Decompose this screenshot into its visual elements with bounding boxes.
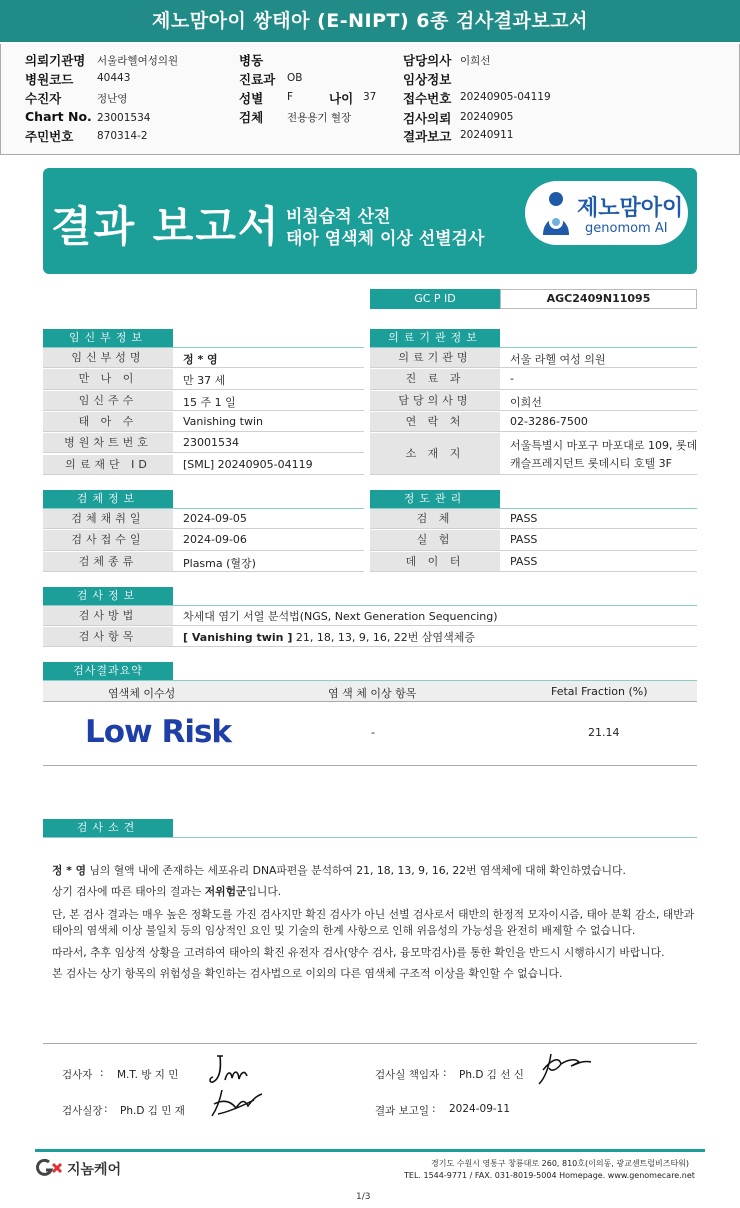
- tester-name: M.T. 방 지 민: [117, 1069, 179, 1081]
- lab-head-label: 검사실장: [62, 1105, 103, 1117]
- row-value: 이희선: [510, 395, 542, 409]
- table-row: [370, 529, 697, 550]
- address-label: 소 재 지: [370, 433, 500, 474]
- pregnant-info-header: 임신부정보: [43, 329, 173, 347]
- table-row: [43, 605, 697, 626]
- risk-result: Low Risk: [85, 714, 232, 750]
- responsible-name: Ph.D 김 선 신: [459, 1069, 524, 1081]
- report-date-label: 결과 보고일: [375, 1105, 430, 1117]
- findings-paragraph-3-line-2: 태아의 염색체 이상 불일치 등의 임상적인 요인 및 기술의 한계 사항으로 인해 위음성의 가능성을 완전히 배제할 수 없습니다.: [52, 924, 636, 937]
- row-value: 02-3286-7500: [510, 414, 588, 428]
- divider: [43, 1043, 697, 1044]
- row-value: [SML] 20240905-04119: [183, 457, 313, 471]
- table-row: [370, 432, 697, 475]
- company-contact: TEL. 1544-9771 / FAX. 031-8019-5004 Homepage. www.genomecare.net: [404, 1171, 695, 1180]
- result-banner: [43, 168, 697, 274]
- clinical-label: 임상정보: [403, 72, 452, 87]
- banner-subtitle-2: 태아 염색체 이상 선별검사: [286, 229, 485, 249]
- col-aneuploidy: 염색체 이수성: [108, 687, 176, 700]
- row-label: 병원차트번호: [43, 433, 173, 452]
- genomecare-logo-icon: [35, 1158, 65, 1178]
- patient-value: 정난영: [97, 93, 128, 105]
- rrn-label: 주민번호: [25, 129, 74, 144]
- table-row: [43, 626, 697, 647]
- responsible-signature: [535, 1050, 593, 1088]
- sex-value: F: [287, 91, 294, 103]
- row-label: 임신주수: [43, 391, 173, 410]
- row-value: 서울 라헬 여성 의원: [510, 353, 606, 366]
- company-address: 경기도 수원시 영통구 창룡대로 260, 810호(이의동, 광교센트럴비즈타워): [431, 1159, 690, 1168]
- row-label: 검사접수일: [43, 530, 173, 549]
- specimen-value: 전용용기 혈장: [287, 112, 352, 124]
- row-label: 검체채취일: [43, 509, 173, 528]
- row-label: 임신부성명: [43, 348, 173, 367]
- abnormal-items-value: -: [371, 726, 375, 739]
- summary-column-header: [43, 680, 697, 702]
- findings-p1-text: 님의 혈액 내에 존재하는 세포유리 DNA파편을 분석하여 21, 18, 13, 9, 16, 22번 염색체에 대해 확인하였습니다.: [86, 864, 626, 877]
- chart-value: 23001534: [97, 112, 151, 124]
- dept-value: OB: [287, 72, 303, 84]
- row-label: 담당의사명: [370, 391, 500, 410]
- row-value: 만 37 세: [183, 374, 226, 388]
- table-row: [43, 347, 364, 368]
- table-row: [370, 508, 697, 529]
- tester-label: 검사자: [62, 1069, 93, 1081]
- method-label: 검사방법: [43, 606, 173, 625]
- gcp-id-value: AGC2409N11095: [500, 289, 697, 309]
- items-label: 검사항목: [43, 627, 173, 646]
- banner-title: 결과 보고서: [51, 202, 281, 251]
- row-value: Vanishing twin: [183, 414, 263, 428]
- findings-low-risk-group: 저위험군: [204, 885, 247, 898]
- row-label: 연 락 처: [370, 412, 500, 431]
- colon: :: [100, 1067, 104, 1079]
- summary-row: [43, 702, 697, 766]
- footer-accent-line: [35, 1149, 705, 1152]
- ward-label: 병동: [239, 53, 264, 68]
- table-row: [43, 432, 364, 453]
- colon: :: [432, 1103, 436, 1115]
- row-label: 데 이 터: [370, 552, 500, 571]
- summary-header: 검사결과요약: [43, 662, 173, 680]
- row-label: 검체종류: [43, 552, 173, 571]
- col-fetal-fraction: Fetal Fraction (%): [551, 685, 648, 698]
- tester-signature: [207, 1052, 253, 1086]
- lab-head-name: Ph.D 김 민 재: [120, 1105, 185, 1117]
- logo-english: genomom AI: [585, 221, 668, 236]
- doctor-label: 담당의사: [403, 53, 452, 68]
- header-info-panel: [0, 44, 740, 155]
- chart-label: Chart No.: [25, 109, 92, 124]
- findings-patient-name: 정 * 영: [52, 864, 87, 877]
- row-value: 23001534: [183, 436, 239, 450]
- items-rest: 21, 18, 13, 9, 16, 22번 삼염색체증: [292, 631, 476, 644]
- findings-paragraph-3-line-1: 단, 본 검사 결과는 매우 높은 정확도를 가진 검사지만 확진 검사가 아닌 선별 검사로서 태반의 한정적 모자이시즘, 태아 분획 감소, 태반과: [52, 908, 695, 921]
- reception-value: 20240905-04119: [460, 91, 551, 103]
- sex-label: 성별: [239, 91, 264, 106]
- table-row: [43, 551, 364, 572]
- dept-label: 진료과: [239, 72, 276, 87]
- colon: :: [104, 1103, 108, 1115]
- rrn-value: 870314-2: [97, 130, 148, 142]
- row-label: 실 험: [370, 530, 500, 549]
- row-value: Plasma (혈장): [183, 556, 256, 570]
- row-value: PASS: [510, 554, 538, 568]
- row-value: PASS: [510, 533, 538, 547]
- address-line-1: 서울특별시 마포구 마포대로 109, 롯데: [510, 439, 698, 452]
- findings-p2-a: 상기 검사에 따른 태아의 결과는: [52, 885, 205, 898]
- table-row: [43, 529, 364, 550]
- row-label: 진 료 과: [370, 369, 500, 388]
- method-value: 차세대 염기 서열 분석법(NGS, Next Generation Sequencing): [183, 610, 498, 623]
- responsible-label: 검사실 책임자: [375, 1069, 440, 1081]
- lab-head-signature: [208, 1086, 264, 1120]
- test-info-header: 검사정보: [43, 587, 173, 605]
- col-abnormal-items: 염 색 체 이상 항목: [328, 687, 417, 700]
- row-value: 2024-09-06: [183, 533, 247, 547]
- table-row: [370, 368, 697, 389]
- row-label: 의료기관명: [370, 348, 500, 367]
- genomom-logo: [525, 181, 688, 245]
- specimen-label: 검체: [239, 110, 264, 125]
- findings-paragraph-2: [52, 884, 281, 899]
- qc-header: 정도관리: [370, 490, 500, 508]
- row-value: 정 * 영: [183, 353, 218, 366]
- table-row: [43, 508, 364, 529]
- colon: :: [443, 1067, 447, 1079]
- patient-label: 수진자: [25, 91, 62, 106]
- table-row: [370, 551, 697, 572]
- doctor-value: 이희선: [460, 55, 491, 67]
- request-label: 검사의뢰: [403, 111, 452, 126]
- findings-paragraph-5: 본 검사는 상기 항목의 위험성을 확인하는 검사법으로 이외의 다른 염색체 구조적 이상을 확인할 수 없습니다.: [52, 967, 563, 980]
- row-label: 의료재단 ID: [43, 455, 173, 474]
- table-row: [43, 390, 364, 411]
- findings-p2-b: 입니다.: [246, 885, 282, 898]
- inst-value: 서울라헬여성의원: [97, 55, 179, 67]
- gcp-id-label: GC P ID: [370, 289, 500, 309]
- row-label: 태 아 수: [43, 412, 173, 431]
- items-value: [183, 629, 475, 645]
- table-row: [370, 390, 697, 411]
- table-row: [43, 411, 364, 432]
- report-label: 결과보고: [403, 129, 452, 144]
- inst-label: 의뢰기관명: [25, 53, 86, 68]
- company-name: 지놈케어: [67, 1162, 122, 1178]
- page-number: 1/3: [356, 1192, 371, 1202]
- table-row: [370, 347, 697, 368]
- reception-label: 접수번호: [403, 91, 452, 106]
- report-date-value: 2024-09-11: [449, 1103, 511, 1115]
- fetal-fraction-value: 21.14: [588, 726, 620, 739]
- items-bold: [ Vanishing twin ]: [183, 631, 293, 644]
- logo-korean: 제노맘아이: [577, 196, 684, 221]
- divider: [43, 837, 697, 838]
- row-value: -: [510, 372, 514, 386]
- institution-info-header: 의료기관정보: [370, 329, 500, 347]
- table-row: [43, 454, 364, 475]
- request-value: 20240905: [460, 111, 514, 123]
- row-label: 검 체: [370, 509, 500, 528]
- code-value: 40443: [97, 72, 131, 84]
- findings-paragraph-4: 따라서, 추후 임상적 상황을 고려하여 태아의 확진 유전자 검사(양수 검사, 융모막검사)를 통한 확인을 반드시 시행하시기 바랍니다.: [52, 946, 665, 959]
- row-label: 만 나 이: [43, 369, 173, 388]
- findings-paragraph-1: [52, 863, 626, 878]
- banner-subtitle-1: 비침습적 산전: [286, 207, 391, 227]
- age-value: 37: [363, 91, 377, 103]
- age-label: 나이: [329, 91, 354, 106]
- row-value: 15 주 1 일: [183, 395, 236, 409]
- code-label: 병원코드: [25, 72, 74, 87]
- mother-baby-icon: [537, 189, 575, 237]
- report-value: 20240911: [460, 129, 514, 141]
- specimen-info-header: 검체정보: [43, 490, 173, 508]
- row-value: 2024-09-05: [183, 512, 247, 525]
- row-value: PASS: [510, 512, 538, 525]
- report-title: 제노맘아이 쌍태아 (E-NIPT) 6종 검사결과보고서: [0, 0, 740, 42]
- table-row: [43, 368, 364, 389]
- findings-header: 검사소견: [43, 819, 173, 837]
- address-line-2: 캐슬프레지던트 롯데시티 호텔 3F: [510, 457, 672, 470]
- table-row: [370, 411, 697, 432]
